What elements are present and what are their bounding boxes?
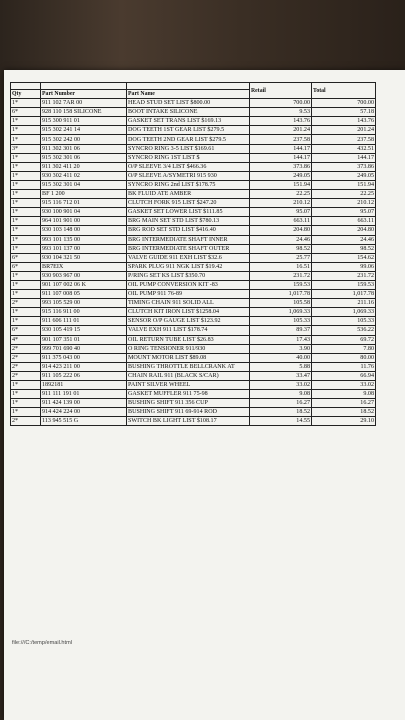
part-number-cell: 911 424 139 00 xyxy=(41,399,127,408)
table-row xyxy=(11,135,376,144)
part-number-cell: 901 107 002 06 K xyxy=(41,280,127,289)
qty-cell: 1* xyxy=(11,126,41,135)
retail-cell: 143.76 xyxy=(250,117,312,126)
qty-cell: 1* xyxy=(11,244,41,253)
qty-cell: 1* xyxy=(11,171,41,180)
total-cell: 201.24 xyxy=(312,126,376,135)
part-name-cell: HEAD STUD SET LIST $800.00 xyxy=(127,99,250,108)
table-row xyxy=(11,253,376,262)
qty-cell: 1* xyxy=(11,381,41,390)
parts-table xyxy=(10,82,376,426)
header-part-number: Part Number xyxy=(41,90,127,99)
table-row xyxy=(11,126,376,135)
part-name-cell: GASKET MUFFLER 911 75-98 xyxy=(127,390,250,399)
part-number-cell: 911 606 111 01 xyxy=(41,317,127,326)
part-number-cell: 993 101 137 00 xyxy=(41,244,127,253)
part-name-cell: CLUTCH KIT IRON LIST $1258.04 xyxy=(127,308,250,317)
total-cell: 98.52 xyxy=(312,244,376,253)
table-row xyxy=(11,217,376,226)
total-cell: 159.53 xyxy=(312,280,376,289)
total-cell: 11.76 xyxy=(312,362,376,371)
total-cell: 22.25 xyxy=(312,190,376,199)
qty-cell: 3* xyxy=(11,144,41,153)
retail-cell: 22.25 xyxy=(250,190,312,199)
part-number-cell: 1892181 xyxy=(41,381,127,390)
part-name-cell: BRG MAIN SET STD LIST $780.13 xyxy=(127,217,250,226)
retail-cell: 159.53 xyxy=(250,280,312,289)
total-cell: 99.06 xyxy=(312,262,376,271)
qty-cell: 1* xyxy=(11,180,41,189)
header-spacer xyxy=(11,83,41,90)
table-row xyxy=(11,408,376,417)
part-name-cell: BUSHING SHIFT 911 356 CUP xyxy=(127,399,250,408)
part-name-cell: BRG ROD SET STD LIST $416.40 xyxy=(127,226,250,235)
total-cell: 154.62 xyxy=(312,253,376,262)
retail-cell: 89.37 xyxy=(250,326,312,335)
retail-cell: 33.47 xyxy=(250,371,312,380)
part-name-cell: OIL RETURN TUBE LIST $26.83 xyxy=(127,335,250,344)
part-number-cell: BR7EIX xyxy=(41,262,127,271)
total-cell: 144.17 xyxy=(312,153,376,162)
total-cell: 80.00 xyxy=(312,353,376,362)
qty-cell: 1* xyxy=(11,99,41,108)
qty-cell: 1* xyxy=(11,390,41,399)
table-row xyxy=(11,326,376,335)
part-name-cell: DOG TEETH 2ND GEAR LIST $279.5 xyxy=(127,135,250,144)
total-cell: 9.08 xyxy=(312,390,376,399)
retail-cell: 95.07 xyxy=(250,208,312,217)
part-number-cell: 914 423 211 00 xyxy=(41,362,127,371)
qty-cell: 1* xyxy=(11,399,41,408)
retail-cell: 16.27 xyxy=(250,399,312,408)
total-cell: 95.07 xyxy=(312,208,376,217)
total-cell: 24.46 xyxy=(312,235,376,244)
table-row xyxy=(11,162,376,171)
part-name-cell: VALVE GUIDE 911 EXH LIST $32.6 xyxy=(127,253,250,262)
part-number-cell: 999 701 690 40 xyxy=(41,344,127,353)
part-number-cell: 993 105 529 00 xyxy=(41,299,127,308)
part-number-cell: 993 101 135 00 xyxy=(41,235,127,244)
total-cell: 57.18 xyxy=(312,108,376,117)
retail-cell: 151.94 xyxy=(250,180,312,189)
qty-cell: 1* xyxy=(11,190,41,199)
qty-cell: 1* xyxy=(11,226,41,235)
part-name-cell: CLUTCH FORK 915 LIST $247.20 xyxy=(127,199,250,208)
retail-cell: 373.86 xyxy=(250,162,312,171)
retail-cell: 5.88 xyxy=(250,362,312,371)
table-row xyxy=(11,190,376,199)
total-cell: 16.27 xyxy=(312,399,376,408)
table-row xyxy=(11,381,376,390)
table-row xyxy=(11,290,376,299)
table-row xyxy=(11,417,376,426)
retail-cell: 18.52 xyxy=(250,408,312,417)
table-row xyxy=(11,117,376,126)
total-cell: 7.80 xyxy=(312,344,376,353)
retail-cell: 700.00 xyxy=(250,99,312,108)
total-cell: 432.51 xyxy=(312,144,376,153)
part-name-cell: SWITCH BK LIGHT LIST $108.17 xyxy=(127,417,250,426)
part-name-cell: OIL PUMP 911 76-89 xyxy=(127,290,250,299)
retail-cell: 9.53 xyxy=(250,108,312,117)
retail-cell: 105.33 xyxy=(250,317,312,326)
retail-cell: 144.17 xyxy=(250,153,312,162)
part-number-cell: 915 116 712 01 xyxy=(41,199,127,208)
table-row xyxy=(11,99,376,108)
table-row xyxy=(11,153,376,162)
qty-cell: 1* xyxy=(11,290,41,299)
part-name-cell: DOG TEETH 1ST GEAR LIST $279.5 xyxy=(127,126,250,135)
header-total: Total xyxy=(312,83,376,99)
part-number-cell: 930 103 148 00 xyxy=(41,226,127,235)
qty-cell: 2* xyxy=(11,353,41,362)
retail-cell: 98.52 xyxy=(250,244,312,253)
part-name-cell: BOOT INTAKE SILICONE xyxy=(127,108,250,117)
part-name-cell: O RING TENSIONER 911/930 xyxy=(127,344,250,353)
table-row xyxy=(11,344,376,353)
table-row xyxy=(11,226,376,235)
retail-cell: 40.00 xyxy=(250,353,312,362)
part-name-cell: PAINT SILVER WHEEL xyxy=(127,381,250,390)
retail-cell: 3.90 xyxy=(250,344,312,353)
qty-cell: 1* xyxy=(11,217,41,226)
retail-cell: 663.11 xyxy=(250,217,312,226)
total-cell: 1,017.78 xyxy=(312,290,376,299)
table-row xyxy=(11,335,376,344)
retail-cell: 210.12 xyxy=(250,199,312,208)
table-row xyxy=(11,371,376,380)
qty-cell: 1* xyxy=(11,408,41,417)
table-row xyxy=(11,390,376,399)
part-name-cell: BK FLUID ATE AMBER xyxy=(127,190,250,199)
retail-cell: 204.80 xyxy=(250,226,312,235)
part-number-cell: 964 101 901 00 xyxy=(41,217,127,226)
retail-cell: 1,069.33 xyxy=(250,308,312,317)
retail-cell: 14.55 xyxy=(250,417,312,426)
part-number-cell: 911 105 222 06 xyxy=(41,371,127,380)
qty-cell: 4* xyxy=(11,335,41,344)
qty-cell: 1* xyxy=(11,280,41,289)
retail-cell: 9.08 xyxy=(250,390,312,399)
part-name-cell: O/P SLEEVE A/SYMETRI 915 930 xyxy=(127,171,250,180)
qty-cell: 1* xyxy=(11,153,41,162)
total-cell: 204.80 xyxy=(312,226,376,235)
table-row xyxy=(11,280,376,289)
qty-cell: 1* xyxy=(11,199,41,208)
part-number-cell: 930 105 419 15 xyxy=(41,326,127,335)
part-name-cell: GASKET SET TRANS LIST $169.13 xyxy=(127,117,250,126)
part-number-cell: 928 110 158 SILICONE xyxy=(41,108,127,117)
qty-cell: 6* xyxy=(11,108,41,117)
table-row xyxy=(11,235,376,244)
total-cell: 231.72 xyxy=(312,271,376,280)
table-row xyxy=(11,208,376,217)
part-number-cell: 930 903 967 00 xyxy=(41,271,127,280)
part-number-cell: 915 116 911 00 xyxy=(41,308,127,317)
header-spacer xyxy=(41,83,127,90)
retail-cell: 144.17 xyxy=(250,144,312,153)
total-cell: 700.00 xyxy=(312,99,376,108)
qty-cell: 1* xyxy=(11,117,41,126)
part-name-cell: P/RING SET KS LIST $350.70 xyxy=(127,271,250,280)
total-cell: 33.02 xyxy=(312,381,376,390)
table-row xyxy=(11,317,376,326)
part-name-cell: BRG INTERMEDIATE SHAFT INNER xyxy=(127,235,250,244)
qty-cell: 1* xyxy=(11,135,41,144)
table-body xyxy=(11,99,376,426)
table-row xyxy=(11,399,376,408)
part-number-cell: 915 300 911 01 xyxy=(41,117,127,126)
table-row xyxy=(11,271,376,280)
qty-cell: 1* xyxy=(11,271,41,280)
part-number-cell: 930 104 321 50 xyxy=(41,253,127,262)
total-cell: 211.16 xyxy=(312,299,376,308)
table-row xyxy=(11,353,376,362)
table-row xyxy=(11,308,376,317)
part-name-cell: VALVE EXH 911 LIST $178.74 xyxy=(127,326,250,335)
qty-cell: 1* xyxy=(11,235,41,244)
qty-cell: 2* xyxy=(11,417,41,426)
header-qty: Qty xyxy=(11,90,41,99)
table-row xyxy=(11,262,376,271)
qty-cell: 6* xyxy=(11,326,41,335)
part-number-cell: 911 375 043 00 xyxy=(41,353,127,362)
part-name-cell: MOUNT MOTOR LIST $89.08 xyxy=(127,353,250,362)
total-cell: 210.12 xyxy=(312,199,376,208)
total-cell: 536.22 xyxy=(312,326,376,335)
total-cell: 18.52 xyxy=(312,408,376,417)
print-footer-path: file:///C:/temp/email.html xyxy=(12,640,72,646)
part-number-cell: 113 945 515 G xyxy=(41,417,127,426)
qty-cell: 6* xyxy=(11,253,41,262)
part-name-cell: SYNCRO RING 1ST LIST $ xyxy=(127,153,250,162)
table-row xyxy=(11,144,376,153)
retail-cell: 25.77 xyxy=(250,253,312,262)
part-number-cell: 911 107 008 05 xyxy=(41,290,127,299)
table-row xyxy=(11,299,376,308)
part-number-cell: 930 100 901 04 xyxy=(41,208,127,217)
part-name-cell: BUSHING SHIFT 911 69-914 ROD xyxy=(127,408,250,417)
table-row xyxy=(11,199,376,208)
total-cell: 373.86 xyxy=(312,162,376,171)
part-name-cell: SPARK PLUG 911 NGK LIST $19.42 xyxy=(127,262,250,271)
retail-cell: 1,017.78 xyxy=(250,290,312,299)
part-name-cell: SENSOR O/P GAUGE LIST $123.92 xyxy=(127,317,250,326)
part-number-cell: 915 302 301 04 xyxy=(41,180,127,189)
part-number-cell: 911 102 7AR 00 xyxy=(41,99,127,108)
total-cell: 663.11 xyxy=(312,217,376,226)
retail-cell: 105.58 xyxy=(250,299,312,308)
part-name-cell: BUSHING THROTTLE BELLCRANK AT xyxy=(127,362,250,371)
retail-cell: 231.72 xyxy=(250,271,312,280)
retail-cell: 17.43 xyxy=(250,335,312,344)
qty-cell: 2* xyxy=(11,371,41,380)
total-cell: 105.33 xyxy=(312,317,376,326)
total-cell: 69.72 xyxy=(312,335,376,344)
qty-cell: 2* xyxy=(11,299,41,308)
table-row xyxy=(11,171,376,180)
table-row xyxy=(11,362,376,371)
part-number-cell: BF 1 200 xyxy=(41,190,127,199)
part-name-cell: SYNCRO RING 3-5 LIST $169.61 xyxy=(127,144,250,153)
retail-cell: 249.05 xyxy=(250,171,312,180)
part-number-cell: 911 302 301 06 xyxy=(41,144,127,153)
part-number-cell: 901 107 351 01 xyxy=(41,335,127,344)
part-name-cell: O/P SLEEVE 3/4 LIST $466.36 xyxy=(127,162,250,171)
part-name-cell: OIL PUMP CONVERSION KIT -83 xyxy=(127,280,250,289)
qty-cell: 1* xyxy=(11,162,41,171)
part-name-cell: CHAIN RAIL 911 (BLACK S/CAR) xyxy=(127,371,250,380)
part-number-cell: 915 302 242 00 xyxy=(41,135,127,144)
header-spacer xyxy=(127,83,250,90)
total-cell: 66.94 xyxy=(312,371,376,380)
retail-cell: 201.24 xyxy=(250,126,312,135)
total-cell: 1,069.33 xyxy=(312,308,376,317)
total-cell: 151.94 xyxy=(312,180,376,189)
header-retail: Retail xyxy=(250,83,312,99)
qty-cell: 2* xyxy=(11,344,41,353)
table-row xyxy=(11,180,376,189)
part-name-cell: TIMING CHAIN 911 SOLID ALL xyxy=(127,299,250,308)
header-part-name: Part Name xyxy=(127,90,250,99)
part-number-cell: 914 424 224 00 xyxy=(41,408,127,417)
qty-cell: 1* xyxy=(11,317,41,326)
part-number-cell: 915 302 241 14 xyxy=(41,126,127,135)
part-name-cell: BRG INTERMEDIATE SHAFT OUTER xyxy=(127,244,250,253)
total-cell: 143.76 xyxy=(312,117,376,126)
part-name-cell: SYNCRO RING 2nd LIST $178.75 xyxy=(127,180,250,189)
qty-cell: 2* xyxy=(11,362,41,371)
retail-cell: 24.46 xyxy=(250,235,312,244)
total-cell: 237.58 xyxy=(312,135,376,144)
qty-cell: 1* xyxy=(11,208,41,217)
qty-cell: 6* xyxy=(11,262,41,271)
total-cell: 249.05 xyxy=(312,171,376,180)
part-number-cell: 915 302 301 06 xyxy=(41,153,127,162)
part-number-cell: 930 302 411 02 xyxy=(41,171,127,180)
part-number-cell: 911 111 191 01 xyxy=(41,390,127,399)
retail-cell: 16.51 xyxy=(250,262,312,271)
retail-cell: 237.58 xyxy=(250,135,312,144)
total-cell: 29.10 xyxy=(312,417,376,426)
qty-cell: 1* xyxy=(11,308,41,317)
retail-cell: 33.02 xyxy=(250,381,312,390)
part-name-cell: GASKET SET LOWER LIST $111.85 xyxy=(127,208,250,217)
table-row xyxy=(11,244,376,253)
table-row xyxy=(11,108,376,117)
part-number-cell: 911 302 411 20 xyxy=(41,162,127,171)
